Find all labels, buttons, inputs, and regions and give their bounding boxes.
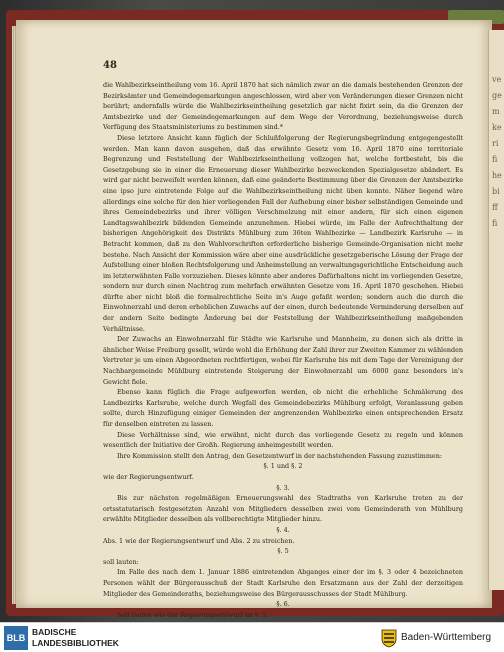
library-name-line2: LANDESBIBLIOTHEK [32,638,119,648]
library-name-line1: BADISCHE [32,627,77,637]
paragraph: die Wahlbezirkseintheilung vom 16. April 1870 hat sich nämlich zwar an die damals bestehenden Grenzen der Bezirksämter und Gemeindegemarkungen angeschlossen, wird aber von Veränderungen dieser Grenzen nicht berührt; andernfalls würde die Wahlbezirkseintheilung gesetzlich gar nicht fixirt sein, da die Grenzen der Amtsbezirke und der Gemeindegemarkungen auf dem Wege der Verordnung, beziehungsweise durch Verfügung des Staatsministeriums zu bestimmen sind.* [103,81,463,132]
section-heading: §. 1 und §. 2 [263,462,303,471]
paragraph: Soll lauten wie der Regierungsentwurf im §. 5. [117,610,269,619]
facing-page-fragment: ve [492,75,502,84]
facing-page-fragment: ge [492,91,502,100]
paragraph: soll lauten: [103,557,139,566]
section-heading: §. 5 [277,547,289,556]
facing-page-fragment: bi [492,187,500,196]
page-body [103,80,463,620]
paragraph: wie der Regierungsentwurf. [103,472,194,481]
paragraph: Im Falle des nach dem 1. Januar 1886 eintretenden Abganges einer der im §. 3 oder 4 bezeichneten Personen wählt der Bürgerausschuß der Stadt Karlsruhe den Ersatzmann aus der Zahl der derzeitigen Mitglieder des Gemeinderaths, beziehungsweise des Bürgerausschusses der Stadt Mühlburg. [103,568,463,598]
facing-page-fragment: ri [492,139,499,148]
paragraph: Ebenso kann füglich die Frage aufgeworfen werden, ob nicht die erhebliche Schmälerung des Landbezirks Karlsruhe, welche durch Wegfall des Gemeindebezirks Mühlburg erfolgt, Veranlassung geben sollte, durch Hinzufügung einiger Gemeinden der angrenzenden Wahlbezirke einen entsprechenden Ersatz für denselben eintreten zu lassen. [103,388,463,428]
blb-logo[interactable]: BLB [4,626,28,650]
facing-page-fragment: fi [492,155,498,164]
facing-page-fragment: m [492,107,500,116]
partner-name[interactable]: Baden-Württemberg [401,632,492,643]
library-name[interactable] [32,627,119,649]
paragraph: Diese Verhältnisse sind, wie erwähnt, nicht durch das vorliegende Gesetz zu regeln und können wesentlich der Initiative der Großh. Regierung anheimgestellt werden. [103,430,463,450]
section-heading: §. 3. [276,483,290,492]
facing-page-fragments [492,72,504,232]
paragraph: Bis zur nächsten regelmäßigen Erneuerungswahl des Stadtraths von Karlsruhe treten zu der ortsstatutarisch festgesetzten Anzahl von Mitgliedern desselben zwei vom Gemeinderath von Mühlburg erwählte Mitglieder desselben als vollberechtigte Mitglieder hinzu. [103,494,463,524]
section-heading: §. 6. [276,600,290,609]
footer-bar [0,622,504,652]
page-number: 48 [103,60,117,71]
paragraph: Der Zuwachs an Einwohnerzahl für Städte wie Karlsruhe und Mannheim, zu denen sich als dritte in ähnlicher Weise Freiburg gesellt, würde wohl die Erhöhung der Zahl ihrer zur Zweiten Kammer zu wählenden Vertreter je um einen Abgeordneten rechtfertigen, wobei für Karlsruhe bis mit dem Tage der Vereinigung der Nachbargemeinde Mühlburg eintretende Steigerung der Einwohnerzahl um 6000 ganz besonders in's Gewicht fiele. [103,335,463,386]
paragraph: Abs. 1 wie der Regierungsentwurf und Abs. 2 zu streichen. [103,536,295,545]
paragraph: Diese letztere Ansicht kann füglich der Schlußfolgerung der Regierungsbegründung entgegengestellt werden. Man kann davon ausgehen, daß das erwähnte Gesetz vom 16. April 1870 eine territoriale Begrenzung und Feststellung der Wahlbezirkseintheilung vollzogen hat, welche fortbesteht, bis die Gesetzgebung sie in einer die Erneuerung dieser Wahlbezirke bezweckenden Spezialgesetze abändert. Es wird gar nicht bezweifelt werden können, daß eine geänderte Bestimmung über die Grenzen der Amtsbezirke eine ipso jure eintretende Folge auf die Wahlbezirkseintheilung nicht üben konnte. Näher liegend wäre allerdings eine solche für den hier vorliegenden Fall der Aufhebung einer bisher selbständigen Gemeinde und ihres Gemeindebezirks und ihrer völligen Verschmelzung mit einer andern, für sich einen eigenen Landtagswahlbezirk bildenden Gemeinde anzunehmen. Hiebei würde, im Falle der Aufrechthaltung der bisherigen Angehörigkeit des Distrikts Mühlburg zum 36ten Wahlbezirke — Landbezirk Karlsruhe — in Betracht kommen, daß zu den Wahlvorschriften erforderliche bisherige Gemeinde-Organisation nicht mehr bestehe. Nach Ansicht der Kommission wäre aber eine ausdrückliche gesetzgeberische Lösung der Frage der Aufstellung einer bloßen Rechtsfolgerung und Anheimstellung an verwaltungsgerichtliche Entscheidung auch im letzterwähnten Falle vorzuziehen. Dieses könnte aber anderes Dafürhaltens nicht im vorliegenden Gesetze, sondern nur durch einen Nachtrag zum mehrfach erwähnten Gesetze vom 16. April 1870 geschehen. Hiebei dürfte aber nicht bloß die formalrechtliche Seite in's Auge gefaßt werden; sondern auch die durch die Einwohnerzahl und deren erheblichen Zuwachs auf der einen, durch bedeutende Verminderung derselben auf der andern Seite bedingte Änderung bei der Feststellung der Wahlbezirkseintheilung maßgebenden Verhältnisse. [103,133,463,333]
facing-page-fragment: ff [492,203,498,212]
paragraph: Ihre Kommission stellt den Antrag, den Gesetzentwurf in der nachstehenden Fassung zuzustimmen: [117,451,442,460]
section-heading: §. 4. [276,525,290,534]
bw-crest-icon [380,628,398,648]
facing-page-fragment: he [492,171,502,180]
facing-page-fragment: ke [492,123,502,132]
facing-page-fragment: fi [492,219,498,228]
